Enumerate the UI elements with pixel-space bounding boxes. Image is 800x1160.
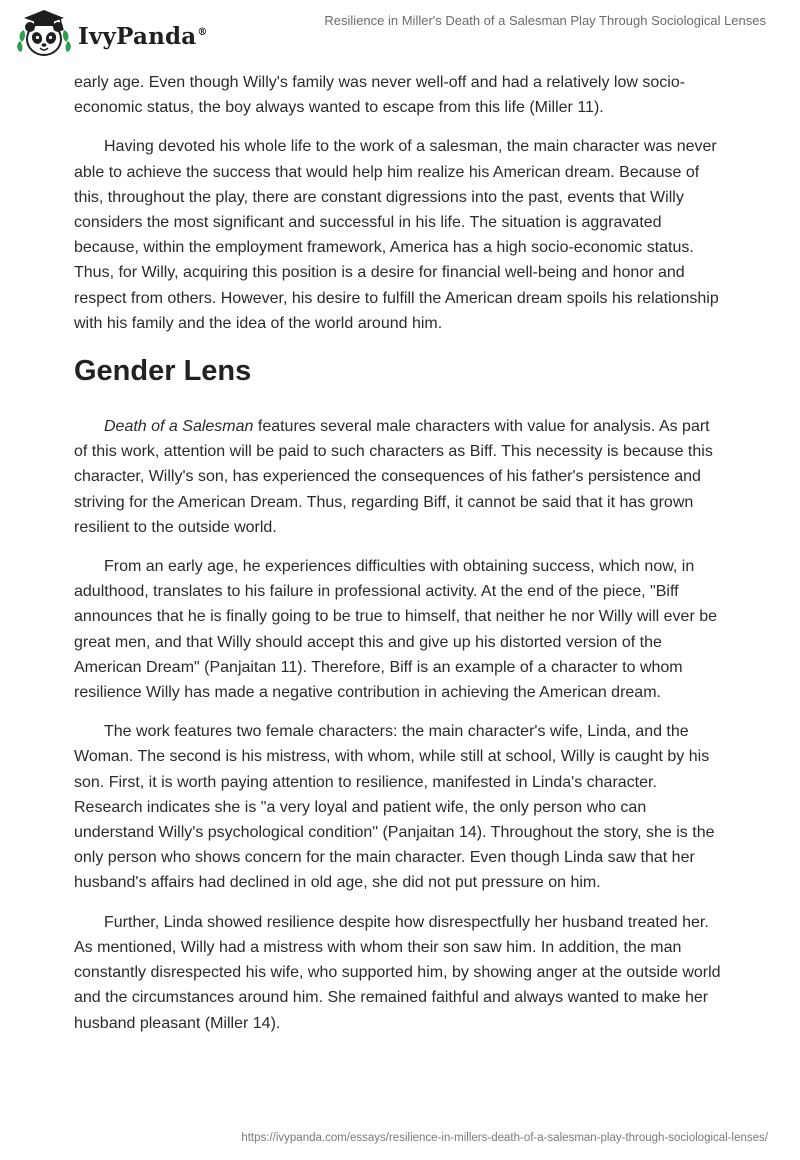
source-url[interactable]: https://ivypanda.com/essays/resilience-in-millers-death-of-a-salesman-play-through-sociological-lenses/ <box>241 1132 768 1144</box>
essay-body <box>74 70 724 1050</box>
ivypanda-logo[interactable] <box>16 8 208 60</box>
page-header <box>0 0 800 64</box>
paragraph-male-characters-text: features several male characters with value for analysis. As part of this work, attention will be paid to such characters as Biff. This necessity is because this character, Willy's son, has experienced the consequences of his father's persistence and striving for the American Dream. Thus, regarding Biff, it cannot be said that it has grown resilient to the outside world. <box>74 418 713 536</box>
paragraph-linda-resilience: Further, Linda showed resilience despite how disrespectfully her husband treated her. As mentioned, Willy had a mistress with whom their son saw him. In addition, the man constantly disrespected his wife, who supported him, by showing anger at the outside world and the circumstances around him. She remained faithful and always wanted to make her husband pleasant (Miller 14). <box>74 913 721 1032</box>
document-title: Resilience in Miller's Death of a Salesman Play Through Sociological Lenses <box>324 13 766 28</box>
paragraph-biff: From an early age, he experiences difficulties with obtaining success, which now, in adulthood, translates to his failure in professional activity. At the end of the piece, "Biff announces that he is finally going to be true to himself, that neither he nor Willy will ever be great men, and that Willy should accept this and give up his distorted version of the American Dream" (Panjaitan 11). Therefore, Biff is an example of a character to whom resilience Willy has made a negative contribution in achieving the American dream. <box>74 558 718 702</box>
logo-text: IvyPanda® <box>78 22 208 50</box>
panda-graduate-icon <box>16 8 72 60</box>
paragraph-continuation: early age. Even though Willy's family was never well-off and had a relatively low socio-economic status, the boy always wanted to escape from this life (Miller 11). <box>74 74 686 117</box>
paragraph-female-characters: The work features two female characters: the main character's wife, Linda, and the Woman. The second is his mistress, with whom, while still at school, Willy is caught by his son. First, it is worth paying attention to resilience, manifested in Linda's character. Research indicates she is "a very loyal and patient wife, the only person who can understand Willy's psychological condition" (Panjaitan 14). Throughout the story, she is the only person who shows concern for the main character. Even though Linda saw that her husband's affairs had declined in old age, she did not put pressure on him. <box>74 723 715 892</box>
play-title: Death of a Salesman <box>104 418 254 436</box>
section-heading-gender-lens: Gender Lens <box>74 355 252 388</box>
registered-mark: ® <box>197 26 208 38</box>
paragraph-male-characters <box>74 414 724 540</box>
paragraph-salesman-career: Having devoted his whole life to the work of a salesman, the main character was never able to achieve the success that would help him realize his American dream. Because of this, throughout the play, there are constant digressions into the past, events that Willy considers the most significant and successful in his life. The situation is aggravated because, within the employment framework, America has a high socio-economic status. Thus, for Willy, acquiring this position is a desire for financial well-being and honor and respect from others. However, his desire to fulfill the American dream spoils his relationship with his family and the idea of the world around him. <box>74 138 719 332</box>
